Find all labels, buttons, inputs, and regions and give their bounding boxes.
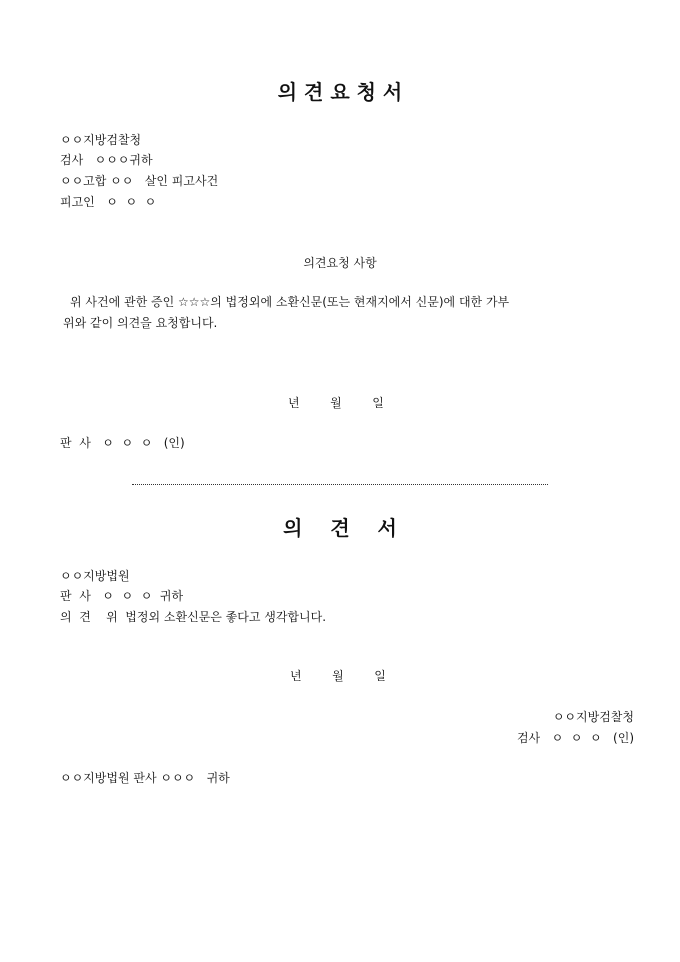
request-date: 년 월 일 — [288, 396, 384, 410]
cut-line-divider — [132, 484, 548, 485]
case-number: ㅇㅇ고합 ㅇㅇ 살인 피고사건 — [60, 174, 219, 188]
judge-signature: 판 사 ㅇ ㅇ ㅇ (인) — [60, 436, 185, 450]
recipient-judge: 판 사 ㅇ ㅇ ㅇ 귀하 — [60, 589, 184, 603]
recipient-office: ㅇㅇ지방검찰청 — [60, 133, 142, 147]
opinion-statement: 의 견 위 법정외 소환신문은 좋다고 생각합니다. — [60, 610, 327, 624]
opinion-title: 의 견 서 — [283, 516, 397, 540]
prosecutor-office: ㅇㅇ지방검찰청 — [552, 710, 634, 724]
defendant: 피고인 ㅇ ㅇ ㅇ — [60, 195, 157, 209]
footer-addressee: ㅇㅇ지방법원 판사 ㅇㅇㅇ 귀하 — [60, 771, 230, 785]
recipient-prosecutor: 검사 ㅇㅇㅇ귀하 — [60, 153, 153, 167]
request-body-line-1: 위 사건에 관한 증인 ☆☆☆의 법정외에 소환신문(또는 현재지에서 신문)에 대한 가부 — [70, 295, 510, 309]
section-heading: 의견요청 사항 — [303, 256, 377, 270]
request-body-line-2: 위와 같이 의견을 요청합니다. — [63, 316, 218, 330]
recipient-court: ㅇㅇ지방법원 — [60, 569, 130, 583]
prosecutor-signature: 검사 ㅇ ㅇ ㅇ (인) — [516, 731, 634, 745]
opinion-date: 년 월 일 — [290, 669, 386, 683]
request-title: 의 견 요 청 서 — [277, 80, 403, 104]
